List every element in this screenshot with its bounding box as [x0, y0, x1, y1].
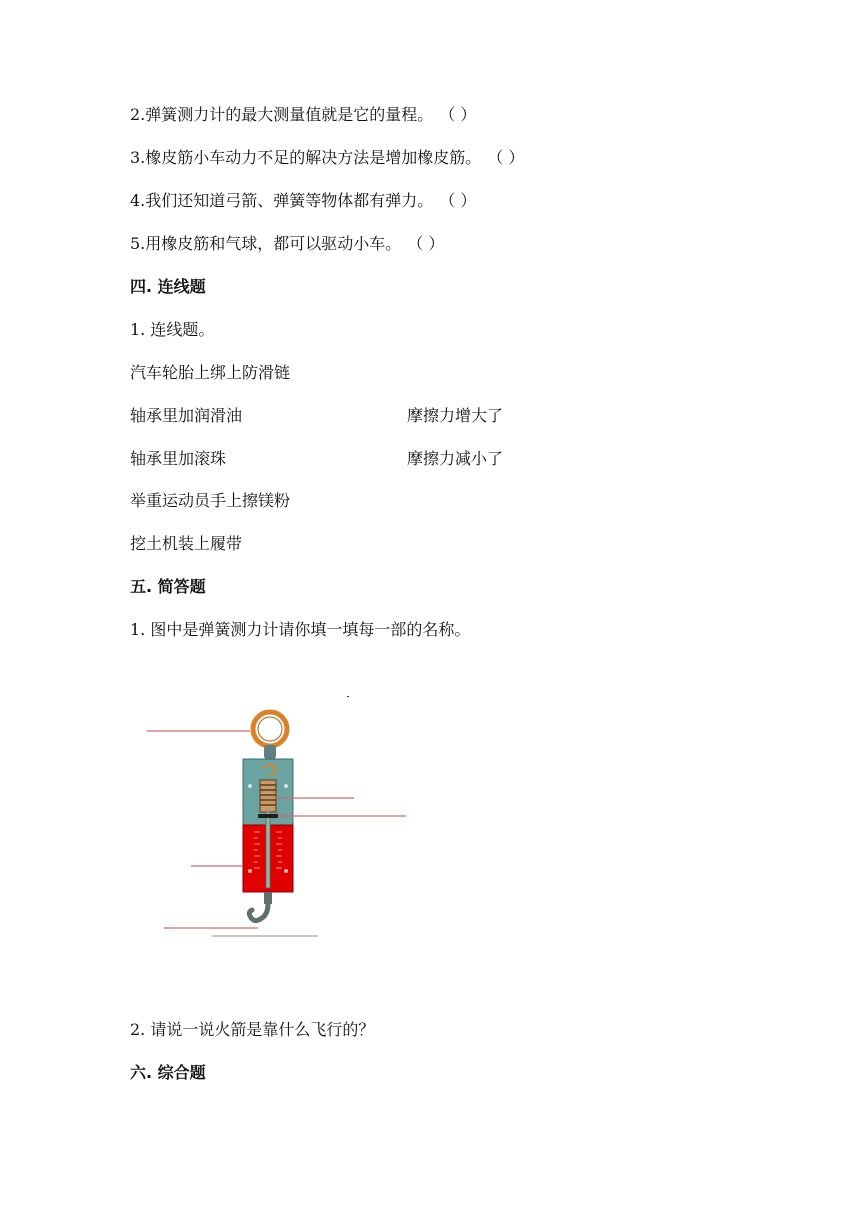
- matching-left-item[interactable]: 轴承里加滚珠: [130, 449, 227, 468]
- item-number: 2.: [130, 105, 146, 124]
- answer-blank[interactable]: （ ）: [439, 191, 477, 210]
- judgement-item-2: [130, 104, 476, 126]
- answer-blank[interactable]: （ ）: [439, 105, 477, 124]
- item-number: 3.: [130, 148, 146, 167]
- item-number: 5.: [130, 234, 146, 253]
- hook-icon: [249, 904, 268, 921]
- spring-scale-illustration: [140, 690, 420, 950]
- matching-left-item[interactable]: 轴承里加润滑油: [130, 406, 243, 425]
- spring-scale-figure: [140, 690, 420, 950]
- pointer-rod: [266, 812, 270, 888]
- short-answer-question-2: 2. 请说一说火箭是靠什么飞行的？: [130, 1020, 375, 1039]
- matching-left-item[interactable]: 挖土机装上履带: [130, 534, 243, 553]
- section-heading-short-answer: 五. 简答题: [130, 577, 206, 596]
- judgement-item-3: [130, 147, 524, 169]
- item-text: 用橡皮筋和气球，都可以驱动小车。: [145, 234, 402, 253]
- stray-mark: [347, 696, 349, 697]
- section-heading-matching: 四. 连线题: [130, 277, 206, 296]
- matching-right-item[interactable]: 摩擦力增大了: [407, 406, 504, 425]
- item-text: 弹簧测力计的最大测量值就是它的量程。: [145, 105, 434, 124]
- matching-left-item[interactable]: 举重运动员手上擦镁粉: [130, 491, 291, 510]
- matching-left-item[interactable]: 汽车轮胎上绑上防滑链: [130, 363, 291, 382]
- item-text: 橡皮筋小车动力不足的解决方法是增加橡皮筋。: [145, 148, 482, 167]
- item-text: 我们还知道弓箭、弹簧等物体都有弹力。: [145, 191, 434, 210]
- ring-connector: [264, 745, 276, 759]
- judgement-item-4: [130, 190, 476, 212]
- item-number: 4.: [130, 191, 146, 210]
- matching-right-item[interactable]: 摩擦力减小了: [407, 449, 504, 468]
- section-heading-comprehensive: 六. 综合题: [130, 1063, 206, 1082]
- answer-blank[interactable]: （ ）: [407, 234, 445, 253]
- short-answer-question-1: 1. 图中是弹簧测力计请你填一填每一部的名称。: [130, 620, 471, 639]
- pointer-icon: [258, 814, 278, 818]
- judgement-item-5: [130, 233, 444, 255]
- answer-blank[interactable]: （ ）: [487, 148, 525, 167]
- spring-icon: [260, 780, 276, 812]
- matching-question: 1. 连线题。: [130, 320, 215, 339]
